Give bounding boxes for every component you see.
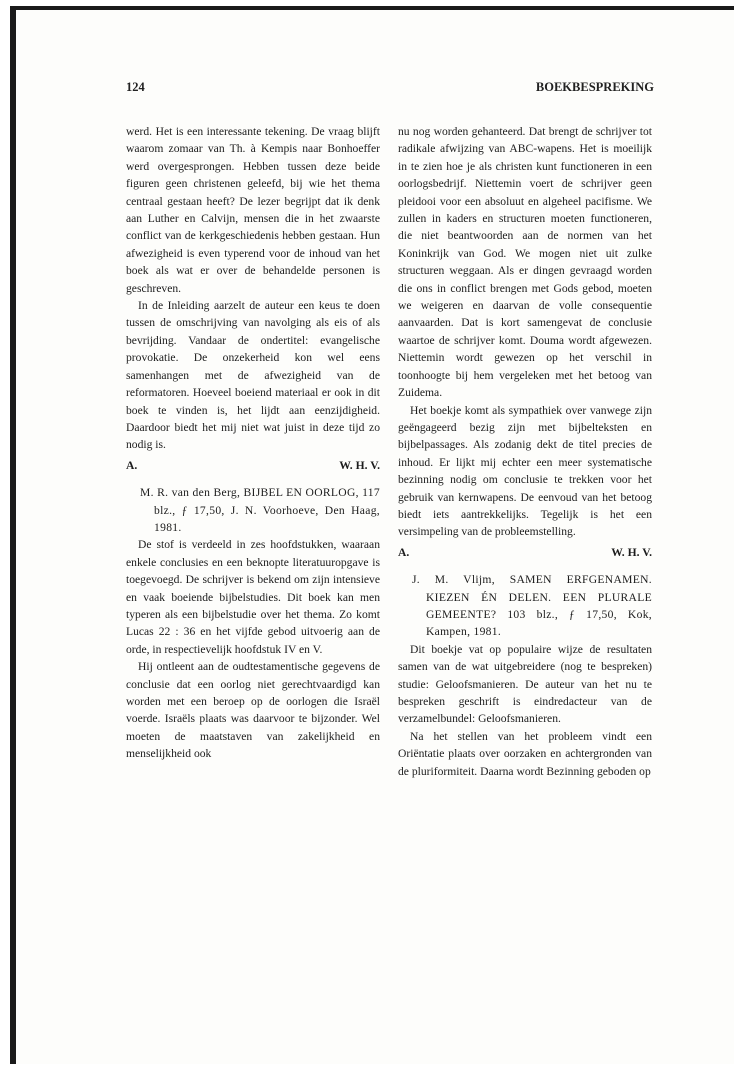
running-head <box>126 80 654 95</box>
review-paragraph: De stof is verdeeld in zes hoofdstukken, waaraan enkele conclusies en een beknopte literatuuropgave is toegevoegd. De schrijver is bekend om zijn intensieve en vaak boeiende bijbelstudies. Dit boek kan men typeren als een bijbelstudie over het thema. Zo komt Lucas 22 : 36 en het vijfde gebod uitvoerig aan de orde, in respectievelijk hoofdstuk IV en V. <box>126 538 380 656</box>
section-title: BOEKBESPREKING <box>535 80 654 94</box>
citation-publisher: 103 blz., ƒ 17,50, Kok, Kampen, 1981. <box>426 607 652 639</box>
right-column <box>398 123 652 780</box>
book-page <box>10 6 734 1064</box>
citation-title: M. R. van den Berg, BIJBEL EN OORLOG, 117 blz., ƒ 17,50, <box>140 486 380 517</box>
signature-initial: A. <box>126 458 138 472</box>
review-paragraph: werd. Het is een interessante tekening. De vraag blijft waarom zomaar van Th. à Kempis naar Bonhoeffer werd overgesprongen. Hebben tussen deze beide figuren geen christenen geleefd, bij wie het thema centraal gestaan heeft? De lezer begrijpt dat ik denk aan Luther en Calvijn, mensen die in het zwaarste conflict van de kerkgeschiedenis hebben gestaan. Hun afwezigheid is even typerend voor de inhoud van het boek als wat er over de behandelde personen is geschreven. <box>126 125 380 295</box>
review-signature <box>126 457 380 474</box>
book-citation <box>126 484 380 536</box>
page-number: 124 <box>126 80 145 94</box>
book-citation <box>398 571 652 641</box>
left-column <box>126 123 380 763</box>
signature-initial: A. <box>398 545 410 559</box>
citation-publisher: J. N. Voorhoeve, Den Haag, 1981. <box>154 503 380 534</box>
review-paragraph: In de Inleiding aarzelt de auteur een keus te doen tussen de omschrijving van navolging als eis of als bevrijding. Vandaar de ondertitel: evangelische provokatie. De onzekerheid kon wel eens samenhangen met de afwezigheid van de reformatoren. Hoeveel boeiend materiaal er ook in dit boek te vinden is, het lijdt aan eenzijdigheid. Daardoor biedt het mij niet wat juist in deze tijd zo nodig is. <box>126 299 380 452</box>
citation-title: J. M. Vlijm, SAMEN ERFGENAMEN. KIEZEN ÉN DELEN. EEN PLURALE GEMEENTE? <box>412 573 652 621</box>
signature-author: W. H. V. <box>611 545 652 559</box>
signature-author: W. H. V. <box>339 458 380 472</box>
review-paragraph: Na het stellen van het probleem vindt een Oriëntatie plaats over oorzaken en achtergronden van de pluriformiteit. Daarna wordt Bezinning geboden op <box>398 729 652 778</box>
review-signature <box>398 544 652 561</box>
review-paragraph: nu nog worden gehanteerd. Dat brengt de schrijver tot radikale afwijzing van ABC-wapens. Het is moeilijk in te zien hoe je als christen kunt functioneren in een oorlogsbedrijf. Niettemin voert de schrijver geen pleidooi voor een absoluut en algeheel pacifisme. We zullen in kaders en structuren moeten functioneren, die niet beantwoorden aan de normen van het Koninkrijk van God. We mogen niet uit zulke structuren weggaan. Als er dingen gevraagd worden die ons in conflict brengen met Gods gebod, moeten we weigeren en daarvan de volle consequentie aanvaarden. Dat is kort samengevat de conclusie waartoe de schrijver komt. Douma wordt afgewezen. Niettemin wordt gewezen op het verschil in toonhoogte bij hem vergeleken met het betoog van Zuidema. <box>398 125 652 400</box>
review-paragraph: Hij ontleent aan de oudtestamentische gegevens de conclusie dat een oorlog niet gerechtvaardigd kan worden met een beroep op de oorlogen die Israël voerde. Israëls plaats was daarvoor te bijzonder. Wel moeten de maatstaven van zakelijkheid en menselijkheid ook <box>126 660 380 761</box>
review-paragraph: Het boekje komt als sympathiek over vanwege zijn geëngageerd bezig zijn met bijbelteksten en bijbelpassages. Als zodanig dekt de titel precies de inhoud. Er lijkt mij echter een meer systematische bezinning nodig om conclusie te trekken voor het gebruik van kernwapens. De eenvoud van het betoog biedt iets aantrekkelijks. Tegelijk is het een versimpeling van de probleemstelling. <box>398 403 652 539</box>
review-paragraph: Dit boekje vat op populaire wijze de resultaten samen van de wat uitgebreidere (nog te bespreken) studie: Geloofsmanieren. De auteur van het nu te bespreken geschrift is eindredacteur van de verzamelbundel: Geloofsmanieren. <box>398 642 652 726</box>
